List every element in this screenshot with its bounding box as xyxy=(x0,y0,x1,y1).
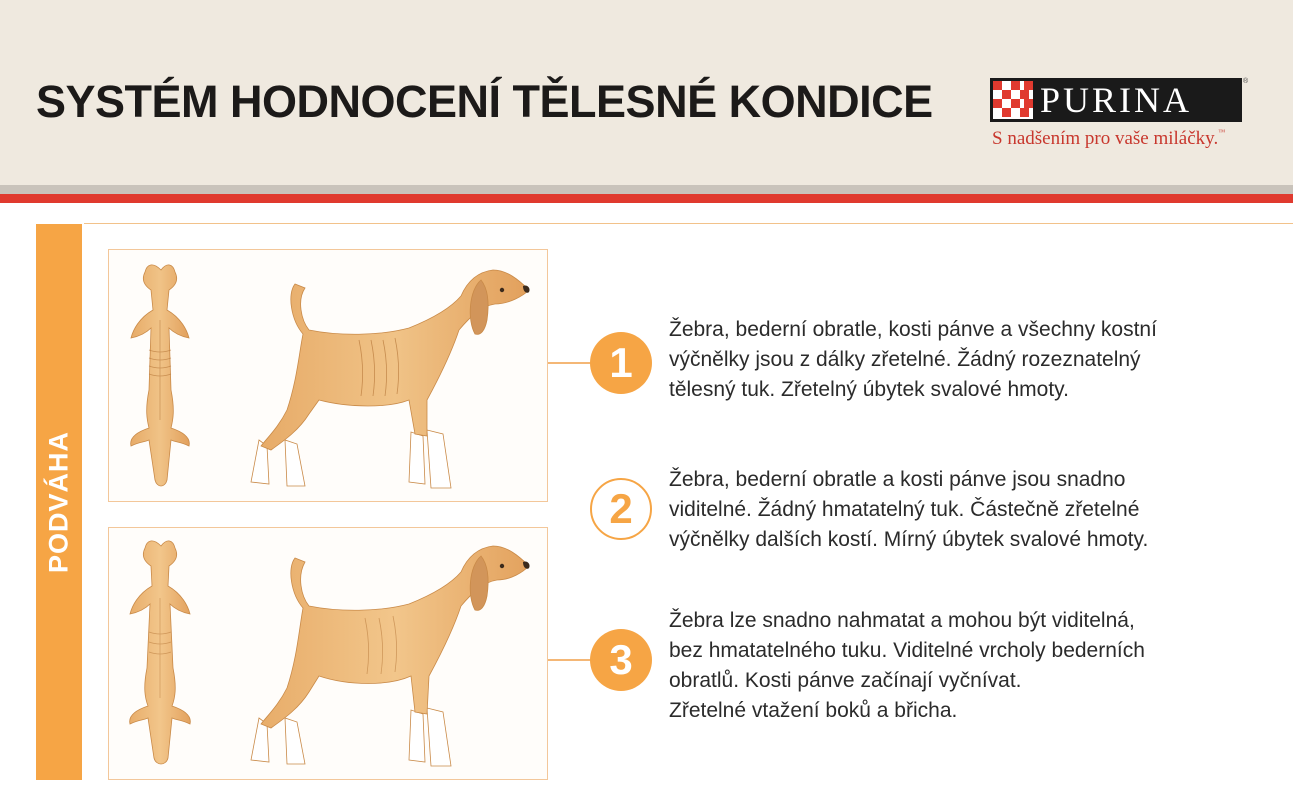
page-title: SYSTÉM HODNOCENÍ TĚLESNÉ KONDICE xyxy=(36,76,933,127)
connector-line xyxy=(548,362,592,364)
dog-illustration-panel xyxy=(108,249,548,502)
brand-tagline xyxy=(992,128,1225,150)
purina-logo xyxy=(990,78,1252,148)
dog-top-view xyxy=(130,541,191,764)
section-top-divider xyxy=(84,223,1293,224)
brand-tagline-text: S nadšením pro vaše miláčky. xyxy=(992,128,1219,149)
checkerboard-icon xyxy=(993,81,1033,119)
dog-illustration-panel xyxy=(108,527,548,780)
description-line: viditelné. Žádný hmatatelný tuk. Částečně zřetelné xyxy=(669,498,1140,521)
score-description-2 xyxy=(669,465,1269,555)
description-line: Žebra, bederní obratle, kosti pánve a všechny kostní xyxy=(669,318,1157,341)
dog-side-view xyxy=(251,546,530,766)
header-red-stripe xyxy=(0,194,1293,203)
description-line: výčnělky jsou z dálky zřetelné. Žádný rozeznatelný xyxy=(669,348,1141,371)
score-badge-3: 3 xyxy=(590,629,652,691)
connector-line xyxy=(548,659,592,661)
purina-wordmark: PURINA xyxy=(1040,80,1193,120)
tagline-trademark: ™ xyxy=(1218,128,1226,136)
dog-side-view xyxy=(251,270,530,488)
score-badge-2: 2 xyxy=(590,478,652,540)
description-line: výčnělky dalších kostí. Mírný úbytek svalové hmoty. xyxy=(669,528,1149,551)
description-line: tělesný tuk. Zřetelný úbytek svalové hmoty. xyxy=(669,378,1069,401)
score-description-3 xyxy=(669,606,1269,726)
dog-emaciated-illustration xyxy=(109,250,547,501)
header-gray-stripe xyxy=(0,185,1293,194)
section-label: PODVÁHA xyxy=(43,430,74,574)
description-line: obratlů. Kosti pánve začínají vyčnívat. xyxy=(669,669,1022,692)
purina-logo-box xyxy=(990,78,1242,122)
description-line: Žebra lze snadno nahmatat a mohou být viditelná, xyxy=(669,609,1135,632)
registered-mark: ® xyxy=(1243,78,1249,85)
description-line: Zřetelné vtažení boků a břicha. xyxy=(669,699,958,722)
description-line: bez hmatatelného tuku. Viditelné vrcholy bederních xyxy=(669,639,1145,662)
description-line: Žebra, bederní obratle a kosti pánve jsou snadno xyxy=(669,468,1126,491)
dog-very-thin-illustration xyxy=(109,528,547,779)
score-badge-1: 1 xyxy=(590,332,652,394)
dog-top-view xyxy=(131,265,190,486)
score-description-1 xyxy=(669,315,1269,405)
